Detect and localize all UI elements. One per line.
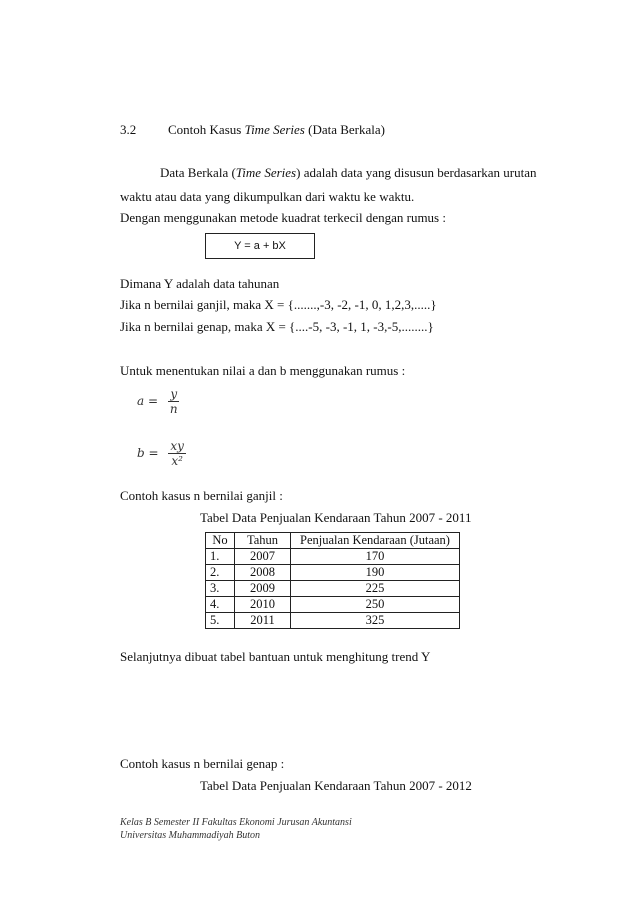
section-title xyxy=(168,122,385,138)
cell-no: 3. xyxy=(206,581,235,597)
intro-line-1-italic: Time Series xyxy=(235,165,297,180)
even-case-label: Contoh kasus n bernilai genap : xyxy=(120,756,285,771)
cell-sales: 225 xyxy=(291,581,460,597)
cell-sales: 250 xyxy=(291,597,460,613)
section-title-prefix: Contoh Kasus xyxy=(168,122,245,137)
odd-sales-table xyxy=(205,532,460,629)
cell-year: 2007 xyxy=(235,549,291,565)
formula-a xyxy=(137,387,180,416)
table-row xyxy=(206,613,460,629)
formula-b-numerator: xy xyxy=(170,439,184,453)
formula-a-numerator: y xyxy=(170,387,178,401)
table-row xyxy=(206,549,460,565)
cell-no: 1. xyxy=(206,549,235,565)
definition-y: Dimana Y adalah data tahunan xyxy=(120,276,280,291)
section-title-suffix: (Data Berkala) xyxy=(304,122,385,137)
cell-no: 2. xyxy=(206,565,235,581)
cell-year: 2011 xyxy=(235,613,291,629)
cell-sales: 190 xyxy=(291,565,460,581)
header-sales: Penjualan Kendaraan (Jutaan) xyxy=(291,533,460,549)
footer-line-2: Universitas Muhammadiyah Buton xyxy=(120,830,260,841)
intro-line-2: waktu atau data yang dikumpulkan dari waktu ke waktu. xyxy=(120,189,415,204)
cell-no: 4. xyxy=(206,597,235,613)
formula-b-lhs: b = xyxy=(137,446,159,460)
header-year: Tahun xyxy=(235,533,291,549)
table-header-row xyxy=(206,533,460,549)
odd-table-title: Tabel Data Penjualan Kendaraan Tahun 2007 - 2011 xyxy=(200,510,472,525)
header-no: No xyxy=(206,533,235,549)
definition-odd: Jika n bernilai ganjil, maka X = {.......,-3, -2, -1, 0, 1,2,3,.....} xyxy=(120,297,437,312)
intro-line-3: Dengan menggunakan metode kuadrat terkecil dengan rumus : xyxy=(120,210,446,225)
footer-line-1: Kelas B Semester II Fakultas Ekonomi Jurusan Akuntansi xyxy=(120,817,352,828)
cell-year: 2009 xyxy=(235,581,291,597)
definition-even: Jika n bernilai genap, maka X = {....-5, -3, -1, 1, -3,-5,........} xyxy=(120,319,434,334)
section-title-italic: Time Series xyxy=(244,122,305,137)
regression-formula-box: Y = a + bX xyxy=(205,233,315,259)
cell-sales: 325 xyxy=(291,613,460,629)
formula-b xyxy=(137,439,186,468)
intro-line-1-prefix: Data Berkala ( xyxy=(160,165,236,180)
formula-a-fraction xyxy=(168,387,180,416)
formula-b-fraction xyxy=(168,439,186,468)
formula-a-lhs: a = xyxy=(137,394,159,408)
table-row xyxy=(206,565,460,581)
odd-case-label: Contoh kasus n bernilai ganjil : xyxy=(120,488,283,503)
table-row xyxy=(206,581,460,597)
even-table-title: Tabel Data Penjualan Kendaraan Tahun 2007 - 2012 xyxy=(200,778,472,793)
cell-year: 2010 xyxy=(235,597,291,613)
next-step-text: Selanjutnya dibuat tabel bantuan untuk menghitung trend Y xyxy=(120,649,431,664)
ab-intro: Untuk menentukan nilai a dan b menggunakan rumus : xyxy=(120,363,406,378)
section-number: 3.2 xyxy=(120,122,137,137)
cell-year: 2008 xyxy=(235,565,291,581)
formula-a-denominator: n xyxy=(169,402,178,416)
cell-no: 5. xyxy=(206,613,235,629)
table-row xyxy=(206,597,460,613)
intro-line-1-suffix: ) adalah data yang disusun berdasarkan urutan xyxy=(296,165,537,180)
formula-b-denominator: x² xyxy=(171,454,183,468)
cell-sales: 170 xyxy=(291,549,460,565)
intro-line-1 xyxy=(160,165,537,181)
